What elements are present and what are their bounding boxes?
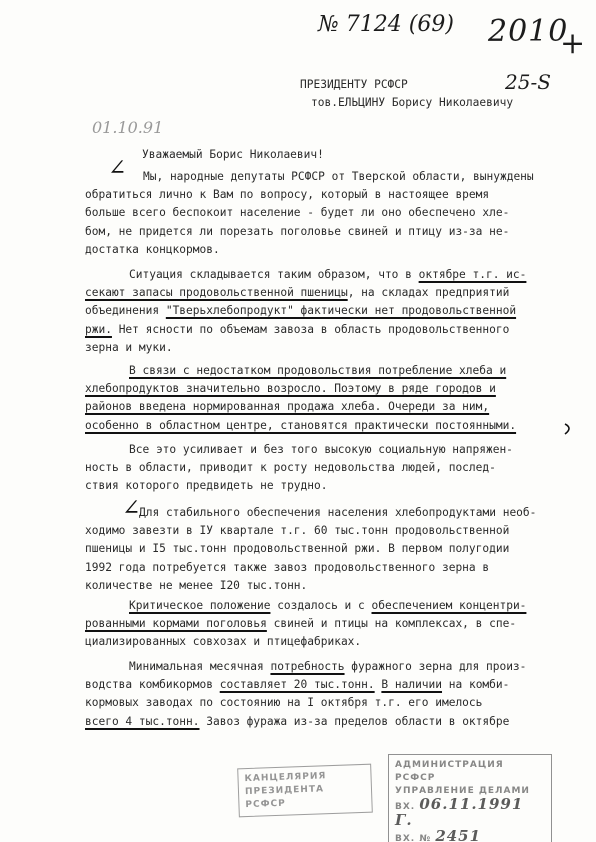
text-line: пшеницы и I5 тыс.тонн продовольственной ржи. В первом полугодии	[85, 542, 510, 556]
stamp-line: РСФСР	[245, 798, 286, 811]
text-span: водства комбикормов	[85, 678, 220, 692]
text-line	[85, 284, 569, 302]
underlined-text: октябре т.г. ис-	[418, 268, 527, 281]
text-span: создалось и с	[270, 599, 372, 612]
stamp-line: УПРАВЛЕНИЕ ДЕЛАМИ	[395, 786, 530, 796]
recipient-title: ПРЕЗИДЕНТУ РСФСР	[300, 78, 408, 91]
paragraph-6	[85, 597, 569, 652]
text-line: бом, не придется ли порезать поголовье свиней и птицу из-за не-	[85, 224, 510, 238]
underlined-text: секают запасы продовольственной пшеницы	[85, 286, 348, 300]
underlined-text: ржи.	[85, 322, 112, 336]
text-span: фуражного зерна для произ-	[344, 660, 527, 673]
paragraph-3	[85, 362, 569, 435]
text-line	[85, 713, 569, 731]
text-line: Мы, народные депутаты РСФСР от Тверской области, вынуждены	[143, 170, 534, 183]
text-line: зерна и муки.	[85, 340, 173, 354]
paragraph-4	[85, 441, 569, 496]
text-span: Ситуация складывается таким образом, что в	[129, 268, 419, 281]
text-span: Завоз фуража из-за пределов области в октябре	[199, 714, 510, 728]
underlined-text: районов введена нормированная продажа хлеба. Очереди за ним,	[85, 400, 490, 414]
handwritten-plus-mark: +	[560, 26, 586, 61]
underlined-text: обеспечением концентри-	[371, 599, 527, 612]
recipient-name: тов.ЕЛЬЦИНУ Борису Николаевичу	[311, 96, 514, 109]
stamp-line: КАНЦЕЛЯРИЯ	[244, 771, 327, 785]
handwritten-code: 2010	[488, 14, 569, 49]
text-line: циализированных совхозах и птицефабриках.	[85, 635, 362, 649]
handwritten-date: 01.10.91	[92, 118, 164, 137]
text-line: обратиться лично к Вам по вопросу, который в настоящее время	[85, 188, 490, 202]
text-line: ность в области, приводит к росту недовольства людей, послед-	[85, 461, 496, 475]
text-line	[85, 398, 569, 416]
text-line: ствия которого предвидеть не трудно.	[85, 479, 328, 493]
text-span: на комби-	[442, 678, 510, 692]
underlined-text: потребность	[270, 660, 345, 673]
stamp-label: ВХ.	[395, 802, 420, 812]
text-line	[85, 658, 569, 676]
text-line	[85, 362, 569, 380]
stamp-line	[395, 795, 545, 830]
stamp-line	[395, 827, 545, 842]
chancellery-stamp	[237, 764, 373, 818]
text-line	[85, 302, 569, 320]
text-span: свиней и птицы на комплексах, в спе-	[266, 617, 517, 631]
text-line: кормовых заводах по состоянию на I октября т.г. его имелось	[85, 696, 483, 710]
registration-stamp	[388, 754, 552, 842]
underlined-text: хлебопродуктов значительно возросло. Поэтому в ряде городов и	[85, 382, 496, 396]
handwritten-page-mark: 25-S	[505, 70, 551, 94]
underlined-text: В связи с недостатком продовольствия потребление хлеба и	[129, 364, 507, 377]
text-line: количестве не менее I20 тыс.тонн.	[85, 578, 308, 592]
text-line: Все это усиливает и без того высокую социальную напряжен-	[129, 443, 513, 456]
text-line	[85, 380, 569, 398]
underlined-text: всего 4 тыс.тонн.	[85, 714, 200, 728]
text-line	[85, 417, 569, 435]
underlined-text: особенно в областном центре, становятся практически постоянными.	[85, 418, 517, 432]
underlined-text: составляет 20 тыс.тонн.	[219, 678, 375, 692]
text-line: 1992 года потребуется также завоз продовольственного зерна в	[85, 560, 490, 574]
paragraph-5	[85, 504, 569, 595]
text-line	[85, 266, 569, 284]
text-line: ходимо завезти в IУ квартале т.г. 60 тыс.тонн продовольственной	[85, 524, 510, 538]
greeting: Уважаемый Борис Николаевич!	[142, 148, 324, 161]
underlined-text: В наличии	[381, 678, 443, 692]
underlined-text: рованными кормами поголовья	[85, 617, 267, 631]
text-span: Нет ясности по объемам завоза в область продовольственного	[111, 322, 510, 336]
text-span: Минимальная месячная	[129, 660, 271, 673]
paragraph-2	[85, 266, 569, 357]
paragraph-1	[85, 168, 569, 259]
stamp-handwritten-number: 2451	[435, 827, 482, 842]
margin-mark-icon: ∠	[108, 156, 127, 181]
stamp-handwritten-date: 06.11.1991 Г.	[395, 795, 524, 829]
margin-mark-icon: ∠	[122, 496, 141, 521]
text-line: больше всего беспокоит население - будет ли оно обеспечено хле-	[85, 206, 510, 220]
stamp-line: АДМИНИСТРАЦИЯ РСФСР	[395, 760, 504, 783]
stamp-line: ПРЕЗИДЕНТА	[244, 784, 325, 798]
handwritten-registration-number: № 7124 (69)	[318, 12, 454, 37]
text-line: Для стабильного обеспечения населения хлебопродуктами необ-	[139, 506, 537, 519]
stamp-label: ВХ. №	[395, 834, 436, 842]
text-line	[85, 676, 569, 694]
text-line	[85, 615, 569, 633]
text-span: , на складах предприятий	[347, 286, 510, 300]
text-line	[85, 597, 569, 615]
text-line	[85, 321, 569, 339]
underlined-text: "Тверьхлебопродукт" фактически нет продовольственной	[165, 304, 517, 318]
text-span: объединения	[85, 304, 166, 318]
underlined-text: Критическое положение	[129, 599, 271, 612]
text-line: достатка концкормов.	[85, 242, 220, 256]
paragraph-7	[85, 658, 569, 731]
